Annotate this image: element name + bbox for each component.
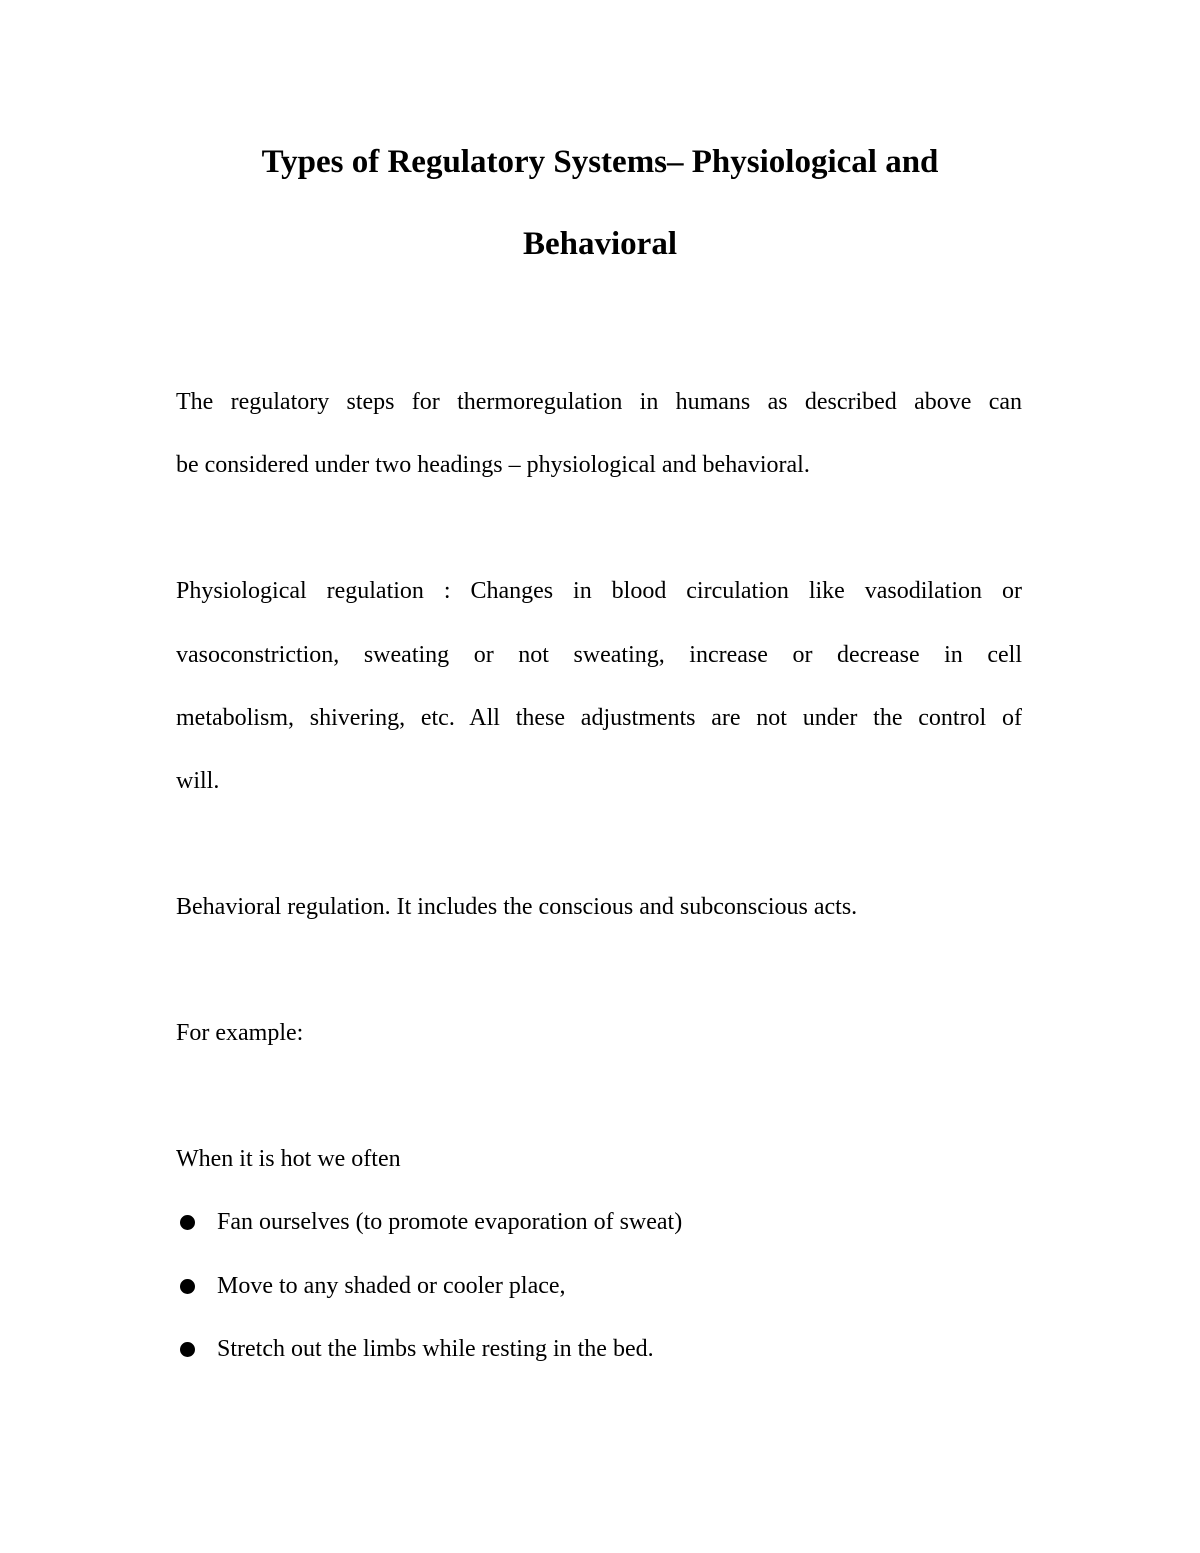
document-title-line-1: Types of Regulatory Systems– Physiological and (261, 144, 939, 180)
paragraph-2-line-2: vasoconstriction, sweating or not sweating, increase or decrease in cell (176, 642, 1022, 668)
paragraph-2-line-4: will. (176, 768, 220, 794)
paragraph-4: For example: (176, 1020, 304, 1046)
list-item-text: Fan ourselves (to promote evaporation of sweat) (217, 1209, 683, 1235)
list-item-text: Move to any shaded or cooler place, (217, 1273, 566, 1299)
bullet-icon (180, 1279, 195, 1294)
list-item-text: Stretch out the limbs while resting in the bed. (217, 1336, 654, 1362)
paragraph-1-line-1: The regulatory steps for thermoregulation in humans as described above can (176, 389, 1022, 415)
document-title-line-2: Behavioral (523, 226, 677, 262)
paragraph-2-line-1: Physiological regulation : Changes in blood circulation like vasodilation or (176, 578, 1022, 604)
paragraph-2-line-3: metabolism, shivering, etc. All these adjustments are not under the control of (176, 705, 1022, 731)
list-intro: When it is hot we often (176, 1146, 401, 1172)
paragraph-1-line-2: be considered under two headings – physiological and behavioral. (176, 452, 810, 478)
paragraph-3: Behavioral regulation. It includes the conscious and subconscious acts. (176, 894, 858, 920)
bullet-icon (180, 1215, 195, 1230)
bullet-icon (180, 1342, 195, 1357)
